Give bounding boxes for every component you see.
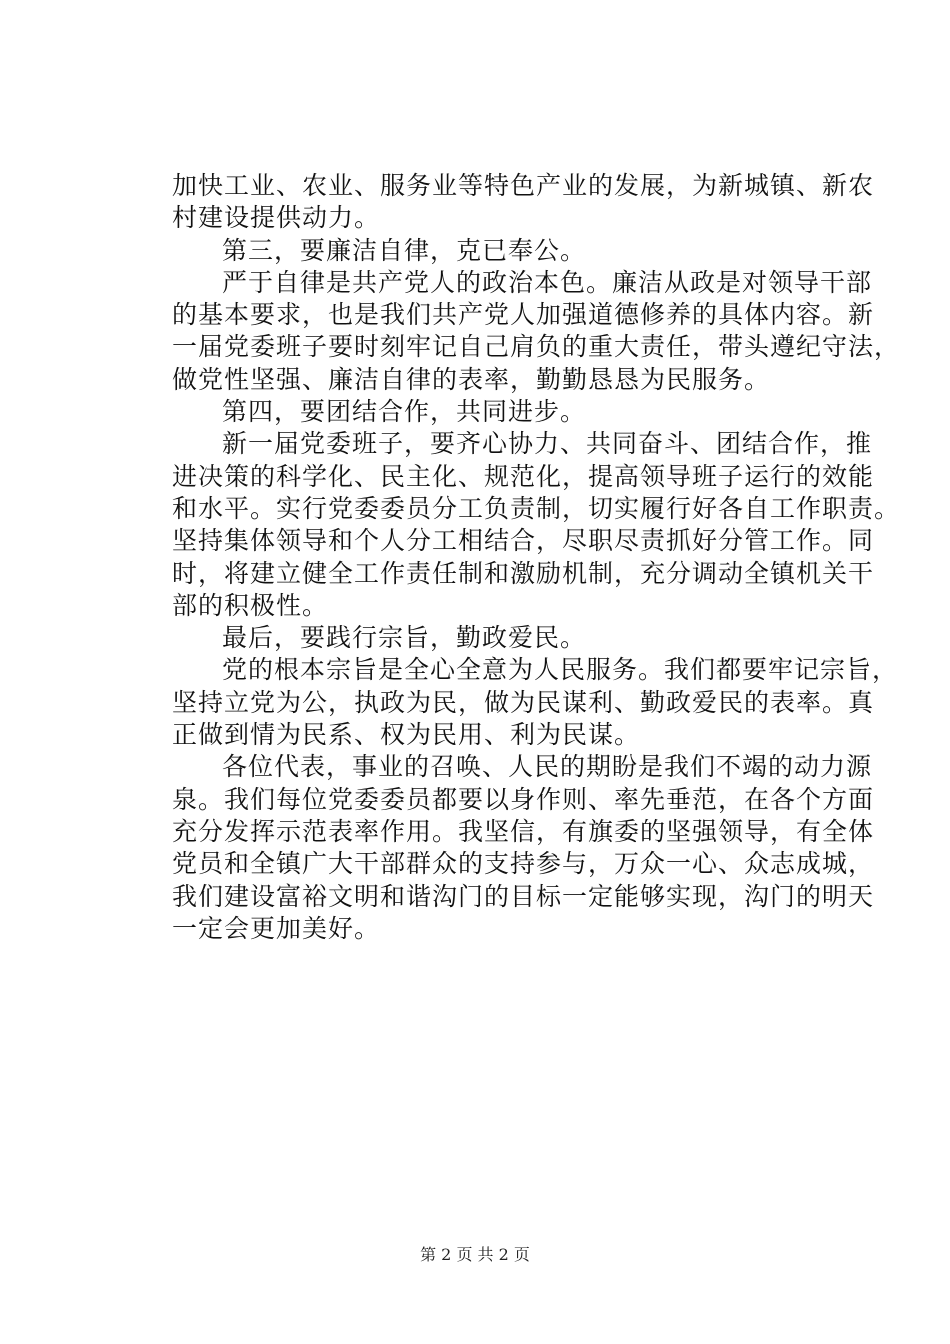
text-line: 进决策的科学化、民主化、规范化，提高领导班子运行的效能 [172, 461, 875, 491]
text-line: 加快工业、农业、服务业等特色产业的发展，为新城镇、新农 [172, 171, 875, 200]
text-line: 坚持立党为公，执政为民，做为民谋利、勤政爱民的表率。真 [172, 687, 875, 717]
text-line: 严于自律是共产党人的政治本色。廉洁从政是对领导干部 [222, 267, 873, 297]
text-line: 各位代表，事业的召唤、人民的期盼是我们不竭的动力源 [222, 752, 873, 782]
page-footer [0, 1245, 950, 1265]
text-line: 时，将建立健全工作责任制和激励机制，充分调动全镇机关干 [172, 558, 875, 588]
text-line: 党员和全镇广大干部群众的支持参与，万众一心、众志成城， [172, 849, 875, 879]
text-line: 充分发挥示范表率作用。我坚信，有旗委的坚强领导，有全体 [172, 816, 875, 846]
text-line: 一届党委班子要时刻牢记自己肩负的重大责任，带头遵纪守法， [172, 332, 901, 362]
text-line: 新一届党委班子，要齐心协力、共同奋斗、团结合作，推 [222, 429, 873, 459]
text-line: 做党性坚强、廉洁自律的表率，勤勤恳恳为民服务。 [172, 364, 771, 394]
text-line: 村建设提供动力。 [172, 203, 381, 233]
text-line: 一定会更加美好。 [172, 913, 381, 943]
document-body [172, 170, 901, 945]
text-line: 第四，要团结合作，共同进步。 [222, 397, 587, 427]
text-line: 坚持集体领导和个人分工相结合，尽职尽责抓好分管工作。同 [172, 526, 875, 556]
text-line: 第三，要廉洁自律，克已奉公。 [222, 235, 587, 265]
page-number-label: 第 2 页 共 2 页 [420, 1245, 530, 1264]
text-line: 党的根本宗旨是全心全意为人民服务。我们都要牢记宗旨， [222, 655, 899, 685]
text-line: 我们建设富裕文明和谐沟门的目标一定能够实现，沟门的明天 [172, 881, 875, 911]
text-line: 的基本要求，也是我们共产党人加强道德修养的具体内容。新 [172, 300, 875, 330]
text-line: 泉。我们每位党委委员都要以身作则、率先垂范，在各个方面 [172, 784, 875, 814]
text-line: 最后，要践行宗旨，勤政爱民。 [222, 623, 587, 653]
text-line: 正做到情为民系、权为民用、利为民谋。 [172, 720, 641, 750]
text-line: 和水平。实行党委委员分工负责制，切实履行好各自工作职责。 [172, 493, 901, 523]
text-line: 部的积极性。 [172, 590, 329, 620]
